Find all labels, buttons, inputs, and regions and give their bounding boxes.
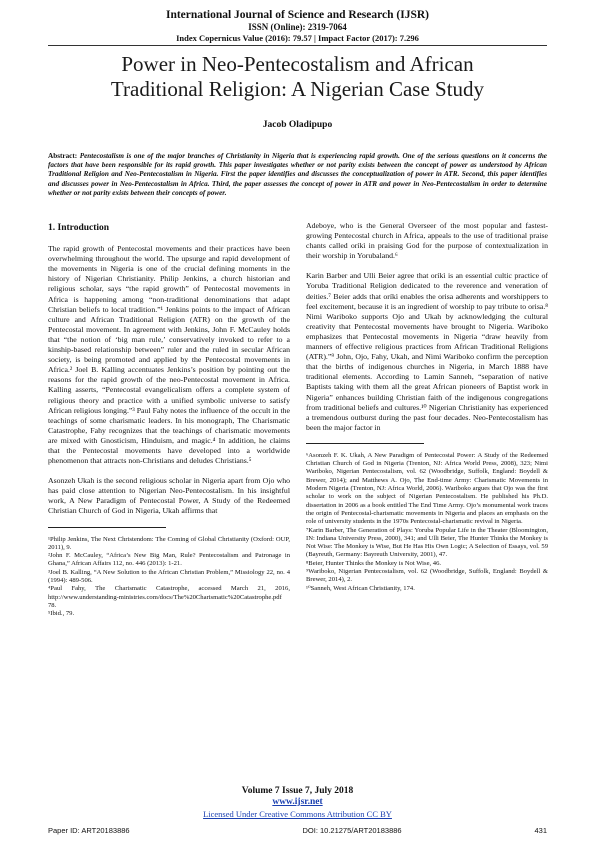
footnote: ²John F. McCauley, “Africa’s New Big Man, Rule? Pentecostalism and Patronage in Ghana,” African Affairs 112, no. 446 (2013): 1-21. — [48, 552, 290, 568]
footer-identifiers — [48, 826, 547, 835]
intro-paragraph-2: Asonzeh Ukah is the second religious scholar in Nigeria apart from Ojo who has paid close attention to Nigerian Neo-Pentecostalism. In his insightful work, A New Paradigm of Pentecostal Power, A Study of the Redeemed Christian Church of God in Nigeria, Ukah affirms that — [48, 476, 290, 516]
header-divider — [48, 45, 547, 46]
paper-title-line-1: Power in Neo-Pentecostalism and African — [121, 52, 474, 76]
abstract-text: Pentecostalism is one of the major branches of Christianity in Nigeria that is experiencing rapid growth. One of the serious questions on it concerns the factors that have been responsible for its rapid growth. This paper investigates whether or not parity exists between the concept of power as understood by African Traditional Religion and Neo-Pentecostalism in Nigeria. First the paper identifies and discusses the conceptualization of power in ATR. Second, this paper identifies and discusses power in Neo-Pentecostalism in Africa. Third, the paper assesses the concept of power in ATR and power in Neo-Pentecostalism in order to determine whether or not parity exists between their concepts of power. — [48, 152, 548, 197]
body-paragraph-adeboye: Adeboye, who is the General Overseer of the most popular and fastest-growing Pentecostal church in Africa, appeals to the use of traditional praise chants called oríkì in praising God for the purpose of contextualization in their worship in Yorubaland.⁶ — [306, 221, 548, 261]
footnote: ⁸Beier, Hunter Thinks the Monkey is Not Wise, 46. — [306, 559, 442, 567]
paper-title — [40, 52, 555, 102]
footnote: ⁴Paul Fahy, The Charismatic Catastrophe, accessed March 21, 2016, http://www.understanding-ministries.com/docs/The%20Charismatic%20Catastrophe.pdf 78. — [48, 585, 290, 609]
journal-issn: ISSN (Online): 2319-7064 — [248, 22, 347, 32]
footnote: ¹Philip Jenkins, The Next Christendom: The Coming of Global Christianity (Oxford: OUP, 2011), 9. — [48, 535, 290, 551]
footnote: ¹⁰Sanneh, West African Christianity, 174. — [306, 584, 415, 592]
paper-title-line-2: Traditional Religion: A Nigerian Case Study — [110, 77, 485, 101]
page-number: 431 — [534, 826, 547, 835]
left-column — [48, 223, 290, 619]
intro-paragraph-1: The rapid growth of Pentecostal movements and their practices have been overwhelming throughout the world. The upsurge and rapid development of the movements in Nigeria is one of the crucial defining moments in the history of Nigerian Christianity. Philip Jenkins, a church historian and religious scholar, says “the rapid growth” of Pentecostal movements in Africa is happening among “non-traditional denominations that adapt Christian beliefs to local tradition.”¹ Jenkins points to the impact of African culture and African Traditional Religion (ATR) on the growth of the Pentecostal movement. In agreement with Jenkins, John F. McCauley holds that “the notion of ‘big man rule,’ conservatively invoked to refer to a kinship-based relationship between” ruler and the ruled in secular African society, is being promoted and applied by the Pentecostal movements in Africa.² Joel B. Kalling accentuates Jenkins’s position by pointing out the reasons for the rapid growth of the neo-Pentecostal movement in Africa. Kalling asserts, “Pentecostal evangelicalism offers a complete system of religious theory and practice with a unified symbolic universe to satisfy African religious longing.”³ Paul Fahy notes the influence of the occult in the teachings of some charismatic leaders. In his monograph, The Charismatic Catastrophe, Fahy recognizes that the teachings of charismatic movements are mixed with Gnosticism, Hinduism, and magic.⁴ In addition, he claims that the Pentecostal movements have developed into a worldwide phenomenon that attracts non-Christians and deludes Christians.⁵ — [48, 244, 290, 466]
footnotes-left — [48, 536, 290, 619]
footnote: ⁹Wariboko, Nigerian Pentecostalism, vol. 62 (Woodbridge, Suffolk, England: Boydell & Brewer, 2014), 2. — [306, 568, 548, 584]
footnote: ⁶Asonzeh F. K. Ukah, A New Paradigm of Pentecostal Power: A Study of the Redeemed Christian Church of God in Nigeria (Trenton, NJ: Africa World Press, 2008), 323; Nimi Wariboko, Nigerian Pentecostalism, vol. 62 (Woodbridge, Suffolk, England: Boydell & Brewer, 2014); and Matthews A. Ojo, The End-time Army: Charismatic Movements in Modern Nigeria (Trenton, NJ: Africa World, 2006). Wariboko argues that Ojo was the first scholar to work on the subject of Nigerian Pentecostalism. He published his Ph.D. dissertation in 2006 as a book entitled The End Time Army. Ojo’s monumental work traces the origin of Pentecostal-charismatic movements in Nigeria and places an emphasis on the role of university students in the 1970s Pentecostal-charismatic revival in Nigeria. — [306, 451, 548, 526]
footer-license-link[interactable]: Licensed Under Creative Commons Attribution CC BY — [203, 809, 392, 819]
footnote: ⁵Ibid., 79. — [48, 610, 75, 618]
journal-title: International Journal of Science and Research (IJSR) — [165, 9, 429, 21]
paper-author: Jacob Oladipupo — [262, 120, 333, 130]
footnote: ³Joel B. Kalling, “A New Solution to the African Christian Problem,” Missiology 22, no. 4 (1994): 489-506. — [48, 568, 290, 585]
footer-website-link[interactable]: www.ijsr.net — [272, 797, 323, 807]
section-heading-introduction: 1. Introduction — [48, 223, 110, 233]
paper-id: Paper ID: ART20183886 — [48, 826, 130, 835]
doi: DOI: 10.21275/ART20183886 — [302, 826, 402, 835]
abstract — [48, 152, 547, 198]
footnote-divider — [48, 527, 166, 528]
footnotes-right — [306, 452, 548, 593]
journal-index-values: Index Copernicus Value (2016): 79.57 | Impact Factor (2017): 7.296 — [176, 33, 419, 43]
right-column — [306, 221, 548, 593]
footnote: ⁷Karin Barber, The Generation of Plays: Yoruba Popular Life in the Theater (Bloomington, IN: Indiana University Press, 2000), 341; and Ulli Beier, The Hunter Thinks the Monkey is Not Wise: The Monkey is Wise, But He Has His Own Logic; A Selection of Essays, vol. 59 (Bayreuth, Germany: Bayreuth University, 2001), 47. — [306, 526, 548, 559]
footer-volume: Volume 7 Issue 7, July 2018 — [241, 786, 354, 796]
footnote-divider — [306, 443, 424, 444]
abstract-label: Abstract: — [48, 152, 78, 160]
body-paragraph-oriki: Karin Barber and Ulli Beier agree that oríkì is an essential cultic practice of Yoruba Traditional Religion dedicated to the reverence and veneration of deities.⁷ Beier adds that oríkì enables the orisa adherents and worshippers to feel excitement, because it is an ingredient of worship to pay tribute to orisa.⁸ Nimi Wariboko supports Ojo and Ukah by acknowledging the cultural creativity that Pentecostal movements have brought to Nigeria. Wariboko emphasizes that Pentecostal movements in Nigeria “draw heavily from manners of effective religious practices from African Traditional Religions (ATR).”⁹ John, Ojo, Fahy, Ukah, and Nimi Wariboko confirm the perception that the births of indigenous churches in Nigeria, in March 1888 have traditional elements. According to Lamin Sanneh, “separation of native Baptists taking with them all the great African pioneers of Baptist work in Nigeria” enhances building Christian faith of the indigenous congregations from traditional beliefs and cultures.¹⁰ Nigerian Christianity has experienced a tremendous outburst during the past four decades. Neo-Pentecostalism has been the major factor in — [306, 271, 548, 432]
